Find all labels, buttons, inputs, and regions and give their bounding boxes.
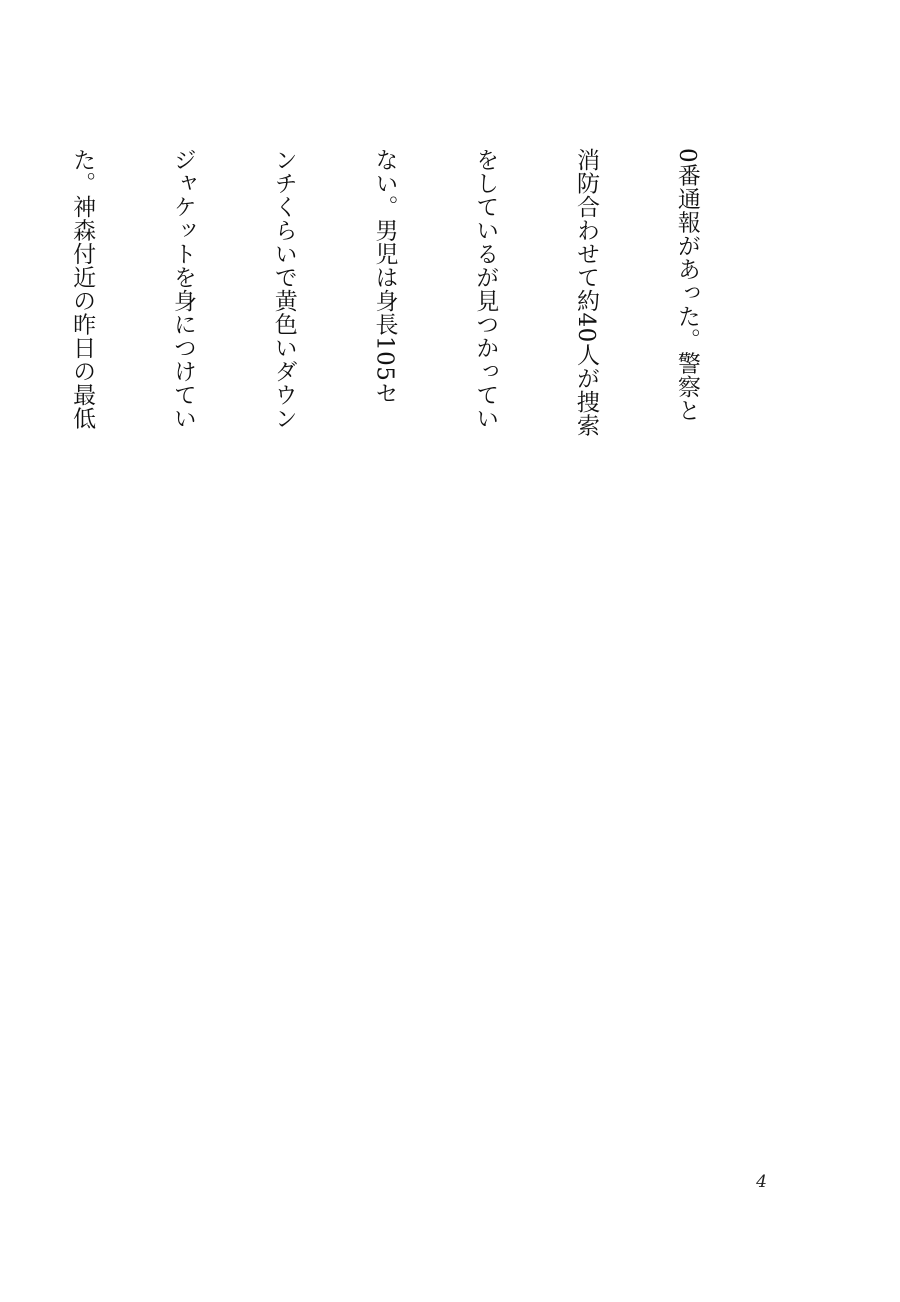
vertical-text-body xyxy=(0,148,770,1148)
news-line: 消防合わせて約40人が捜索 xyxy=(573,148,600,437)
news-line: 0番通報があった。警察と xyxy=(673,148,700,422)
news-line: た。神森付近の昨日の最低 xyxy=(69,148,96,430)
news-line: ジャケットを身につけてい xyxy=(169,148,196,430)
news-line: をしているが見つかってい xyxy=(472,148,499,430)
news-line: ンチくらいで黄色いダウン xyxy=(270,148,297,430)
page-number: 4 xyxy=(756,1172,767,1192)
news-line: ない。男児は身長105セ xyxy=(371,148,398,405)
